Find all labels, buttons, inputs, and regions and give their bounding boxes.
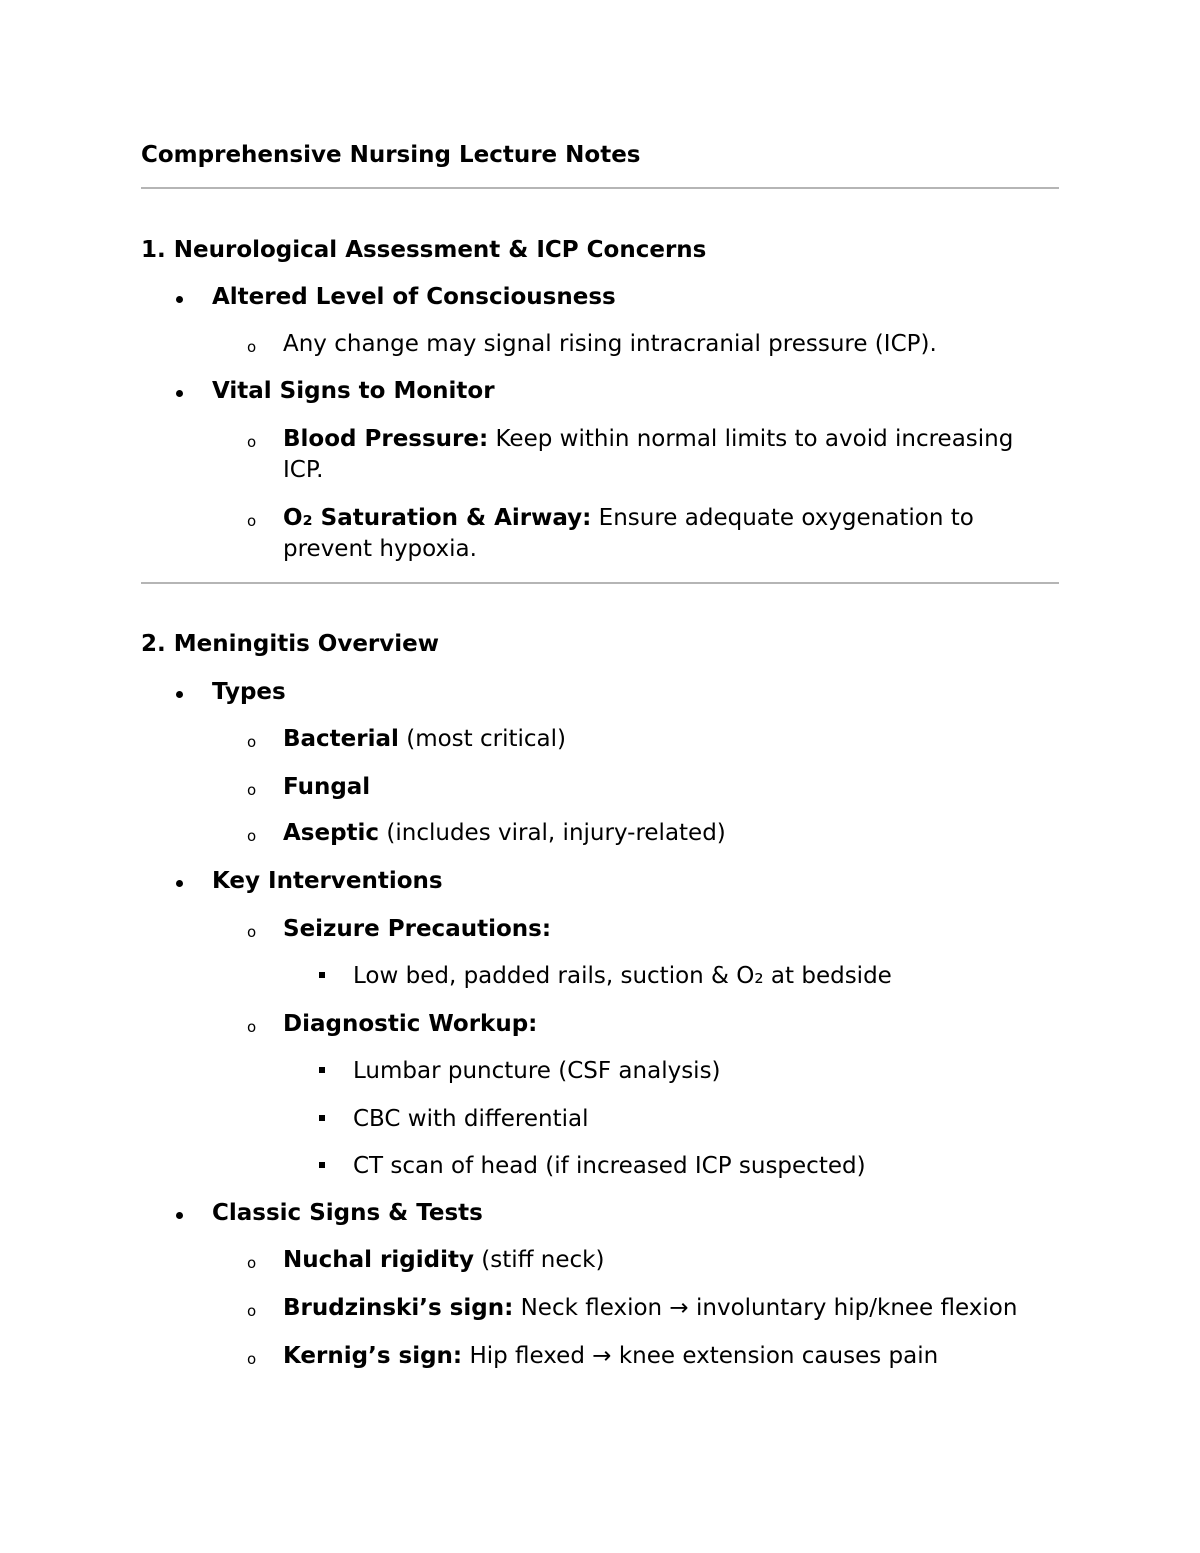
sub-item-diagnostic: Diagnostic Workup: xyxy=(283,1011,538,1037)
circle-bullet-icon: o xyxy=(247,827,257,845)
nuchal-label: Nuchal rigidity xyxy=(283,1247,474,1273)
divider xyxy=(141,582,1059,584)
circle-bullet-icon: o xyxy=(247,512,257,530)
circle-bullet-icon: o xyxy=(247,1350,257,1368)
kernig-label: Kernig’s sign: xyxy=(283,1343,463,1369)
section-heading-meningitis: 2. Meningitis Overview xyxy=(141,631,440,657)
nuchal-note: (stiff neck) xyxy=(473,1247,605,1273)
circle-bullet-icon: o xyxy=(247,923,257,941)
sub-item-icp-change: Any change may signal rising intracranial pressure (ICP). xyxy=(283,331,937,357)
brudzinski-label: Brudzinski’s sign: xyxy=(283,1295,514,1321)
sub-item-o2-airway xyxy=(283,503,974,533)
sub-item-kernig xyxy=(283,1341,938,1371)
o2-airway-text-cont: prevent hypoxia. xyxy=(283,536,477,562)
sub-item-aseptic xyxy=(283,818,726,848)
aseptic-label: Aseptic xyxy=(283,820,380,846)
bullet-dot xyxy=(176,390,183,397)
bacterial-note: (most critical) xyxy=(398,726,566,752)
sub-item-nuchal xyxy=(283,1245,604,1275)
square-bullet-icon xyxy=(319,1067,325,1073)
divider xyxy=(141,187,1059,189)
item-key-interventions: Key Interventions xyxy=(212,868,443,894)
circle-bullet-icon: o xyxy=(247,1018,257,1036)
page-title: Comprehensive Nursing Lecture Notes xyxy=(141,142,641,168)
diagnostic-item: CBC with differential xyxy=(353,1106,589,1132)
sub-item-bacterial xyxy=(283,724,566,754)
item-classic-signs: Classic Signs & Tests xyxy=(212,1200,483,1226)
kernig-note: Hip flexed → knee extension causes pain xyxy=(462,1343,939,1369)
square-bullet-icon xyxy=(319,1162,325,1168)
sub-item-brudzinski xyxy=(283,1293,1017,1323)
bullet-dot xyxy=(176,691,183,698)
diagnostic-item: Lumbar puncture (CSF analysis) xyxy=(353,1058,721,1084)
item-altered-loc: Altered Level of Consciousness xyxy=(212,284,616,310)
bullet-dot xyxy=(176,880,183,887)
seizure-detail: Low bed, padded rails, suction & O₂ at bedside xyxy=(353,963,892,989)
bacterial-label: Bacterial xyxy=(283,726,399,752)
circle-bullet-icon: o xyxy=(247,1302,257,1320)
blood-pressure-text-cont: ICP. xyxy=(283,457,324,483)
sub-item-seizure: Seizure Precautions: xyxy=(283,916,552,942)
bullet-dot xyxy=(176,296,183,303)
circle-bullet-icon: o xyxy=(247,433,257,451)
o2-airway-label: O₂ Saturation & Airway: xyxy=(283,505,592,531)
bullet-dot xyxy=(176,1212,183,1219)
o2-airway-text: Ensure adequate oxygenation to xyxy=(591,505,974,531)
blood-pressure-text: Keep within normal limits to avoid increasing xyxy=(488,426,1014,452)
circle-bullet-icon: o xyxy=(247,338,257,356)
blood-pressure-label: Blood Pressure: xyxy=(283,426,489,452)
circle-bullet-icon: o xyxy=(247,733,257,751)
circle-bullet-icon: o xyxy=(247,1254,257,1272)
circle-bullet-icon: o xyxy=(247,781,257,799)
section-heading-neuro: 1. Neurological Assessment & ICP Concerns xyxy=(141,237,707,263)
item-vital-signs: Vital Signs to Monitor xyxy=(212,378,495,404)
sub-item-blood-pressure xyxy=(283,424,1013,454)
sub-item-fungal: Fungal xyxy=(283,774,371,800)
diagnostic-item: CT scan of head (if increased ICP suspected) xyxy=(353,1153,866,1179)
square-bullet-icon xyxy=(319,972,325,978)
brudzinski-note: Neck flexion → involuntary hip/knee flexion xyxy=(513,1295,1018,1321)
square-bullet-icon xyxy=(319,1115,325,1121)
aseptic-note: (includes viral, injury-related) xyxy=(379,820,726,846)
item-types: Types xyxy=(212,679,286,705)
